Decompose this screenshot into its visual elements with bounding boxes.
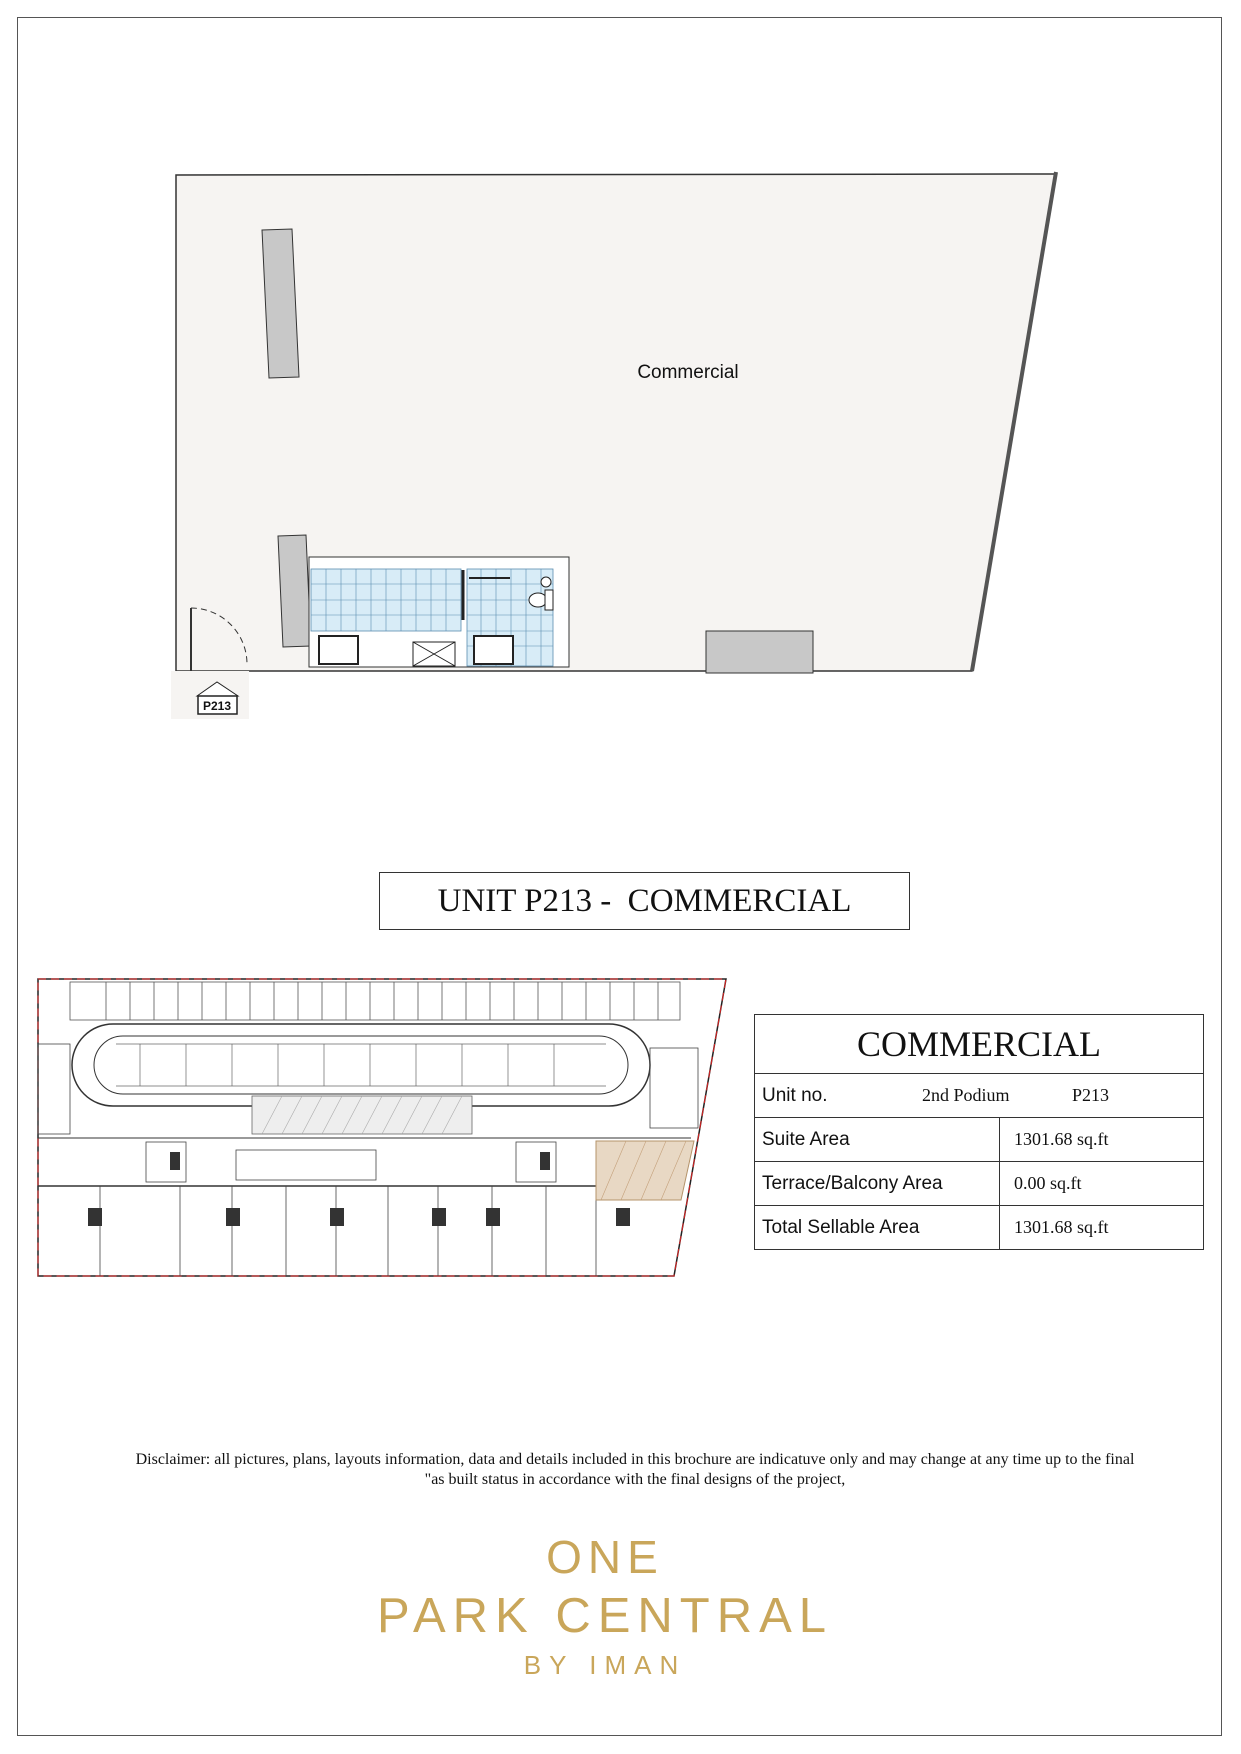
column-top xyxy=(262,229,299,378)
disclaimer xyxy=(60,1450,1210,1490)
disclaimer-line-2: "as built status in accordance with the final designs of the project, xyxy=(424,1471,846,1488)
unit-title: UNIT P213 - COMMERCIAL xyxy=(379,872,910,930)
suite-area-label: Suite Area xyxy=(755,1118,1000,1162)
column-bottom xyxy=(706,631,813,673)
unit-tag: P213 xyxy=(202,699,232,713)
unit-label: Unit no. xyxy=(762,1084,828,1106)
table-row xyxy=(755,1206,1204,1250)
suite-area-value: 1301.68 sq.ft xyxy=(1000,1118,1204,1162)
logo-by-iman: BY IMAN xyxy=(523,1650,687,1680)
terrace-area-value: 0.00 sq.ft xyxy=(1000,1162,1204,1206)
area-table xyxy=(754,1014,1204,1250)
unit-row xyxy=(755,1074,1204,1118)
table-heading: COMMERCIAL xyxy=(755,1015,1204,1074)
brand-logo xyxy=(370,1530,840,1681)
table-row xyxy=(755,1118,1204,1162)
shaft xyxy=(413,642,455,666)
podium-value: 2nd Podium xyxy=(922,1085,1010,1105)
logo-one: ONE xyxy=(546,1531,664,1583)
unit-number: P213 xyxy=(1072,1085,1110,1105)
unit-floor-plan xyxy=(0,0,1241,740)
key-plan xyxy=(36,978,731,1282)
logo-park-central: PARK CENTRAL xyxy=(376,1589,834,1643)
sink-right xyxy=(474,636,513,664)
total-area-value: 1301.68 sq.ft xyxy=(1000,1206,1204,1250)
room-label: Commercial xyxy=(637,362,739,383)
toilet xyxy=(529,593,547,607)
column-mid xyxy=(278,535,311,647)
sink-left xyxy=(319,636,358,664)
terrace-area-label: Terrace/Balcony Area xyxy=(755,1162,1000,1206)
disclaimer-line-1: Disclaimer: all pictures, plans, layouts information, data and details included in this brochure are indicatuve only and may change at any time up to the final xyxy=(135,1451,1135,1468)
total-area-label: Total Sellable Area xyxy=(755,1206,1000,1250)
table-row xyxy=(755,1162,1204,1206)
